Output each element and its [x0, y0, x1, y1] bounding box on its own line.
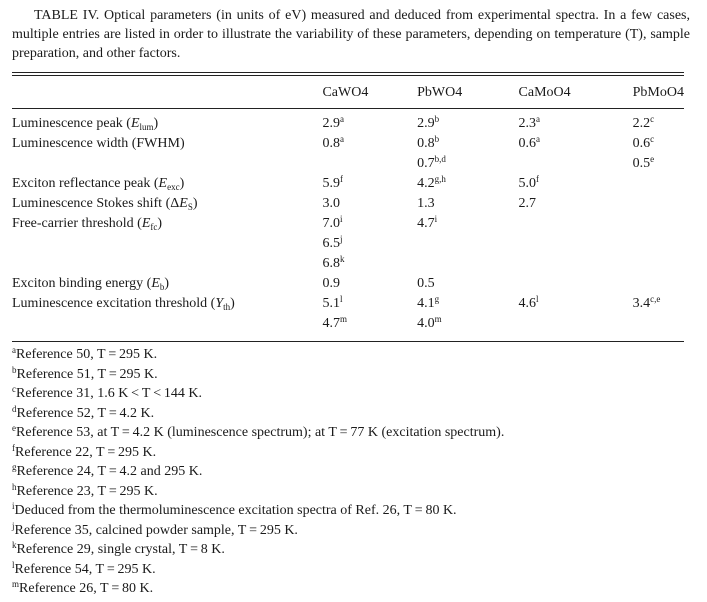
cell-value: 3.0 — [322, 196, 340, 211]
cell-value: 4.0$^m$ — [417, 314, 442, 331]
footnote: $^h$Reference 23, T = 295 K. — [12, 481, 158, 499]
footnote: $^m$Reference 26, T = 80 K. — [12, 579, 154, 596]
table-row — [12, 134, 684, 154]
cell-value: 0.9 — [322, 276, 340, 291]
top-rule-double — [12, 75, 684, 76]
footnote: $^j$Reference 35, calcined powder sample, T = 295 K. — [12, 520, 298, 538]
footnote: $^a$Reference 50, T = 295 K. — [12, 345, 158, 362]
cell-value: 2.7 — [518, 196, 537, 211]
row-label: Free-carrier threshold $(E_{fc})$ — [12, 216, 163, 232]
header-pbmoo4: PbMoO4 — [632, 85, 684, 100]
cell-value: 5.0$^f$ — [518, 174, 540, 191]
header-empty — [12, 78, 304, 108]
footnote: $^e$Reference 53, at T = 4.2 K (luminescence spectrum); at T = 77 K (excitation spectrum). — [12, 423, 505, 440]
footnotes — [12, 345, 504, 599]
row-label: Exciton binding energy $(E_b)$ — [12, 276, 170, 292]
cell-value: 6.8$^k$ — [322, 254, 345, 271]
cell-value: 5.1$^l$ — [322, 294, 343, 311]
table-row — [12, 194, 684, 214]
row-label: Luminescence width (FWHM) — [12, 136, 185, 151]
cell-value: 0.5 — [417, 276, 435, 291]
footnote: $^g$Reference 24, T = 4.2 and 295 K. — [12, 462, 203, 479]
table-row — [12, 214, 684, 234]
table-row — [12, 274, 684, 294]
cell-value: 2.2$^c$ — [632, 114, 655, 131]
row-label: Exciton reflectance peak $(E_{exc})$ — [12, 176, 185, 192]
cell-value: 2.9$^a$ — [322, 114, 344, 131]
bottom-rule — [12, 341, 684, 342]
cell-value: 4.6$^l$ — [518, 294, 539, 311]
table-row — [12, 294, 684, 314]
cell-value: 2.9$^b$ — [417, 114, 440, 131]
cell-value: 1.3 — [417, 196, 435, 211]
cell-value: 0.6$^c$ — [632, 134, 655, 151]
cell-value: 5.9$^f$ — [322, 174, 343, 191]
row-label: Luminescence peak $(E_{lum})$ — [12, 116, 159, 132]
optical-parameters-table — [12, 78, 684, 334]
cell-value: 4.1$^g$ — [417, 294, 440, 311]
footnote: $^d$Reference 52, T = 4.2 K. — [12, 403, 155, 421]
cell-value: 0.8$^a$ — [322, 134, 344, 151]
cell-value: 4.2$^{g,h}$ — [417, 174, 446, 191]
row-label: Luminescence excitation threshold $(Y_{th})$ — [12, 296, 235, 312]
cell-value: 3.4$^{c,e}$ — [632, 294, 661, 311]
header-row — [12, 78, 684, 108]
table-row — [12, 314, 684, 334]
footnote: $^f$Reference 22, T = 295 K. — [12, 442, 157, 460]
table-row — [12, 234, 684, 254]
footnote: $^c$Reference 31, 1.6 K < T < 144 K. — [12, 384, 203, 401]
cell-value: 7.0$^i$ — [322, 214, 343, 231]
header-pbwo4: PbWO4 — [417, 85, 463, 100]
footnote: $^k$Reference 29, single crystal, T = 8 K. — [12, 540, 225, 557]
row-label: Luminescence Stokes shift $(\Delta E_S)$ — [12, 196, 198, 212]
table-row — [12, 174, 684, 194]
header-camoo4: CaMoO4 — [518, 85, 571, 100]
table-row — [12, 114, 684, 134]
footnote: $^b$Reference 51, T = 295 K. — [12, 364, 158, 382]
header-cawo4: CaWO4 — [322, 85, 369, 100]
cell-value: 0.6$^a$ — [518, 134, 541, 151]
cell-value: 0.8$^b$ — [417, 134, 440, 151]
cell-value: 2.3$^a$ — [518, 114, 541, 131]
cell-value: 0.7$^{b,d}$ — [417, 154, 446, 171]
table-row — [12, 254, 684, 274]
cell-value: 6.5$^j$ — [322, 234, 343, 251]
cell-value: 4.7$^i$ — [417, 214, 438, 231]
footnote: $^l$Reference 54, T = 295 K. — [12, 559, 156, 577]
top-rule — [12, 72, 684, 73]
cell-value: 0.5e — [632, 154, 655, 171]
table-caption: TABLE IV. Optical parameters (in units of eV) measured and deduced from experimental spectra. In a few cases, multiple entries are listed in order to illustrate the variability of these parameters, depending on temperature (T), sample preparation, and other factors. — [12, 8, 690, 61]
cell-value: 4.7$^m$ — [322, 314, 347, 331]
table-row — [12, 154, 684, 174]
footnote: $^i$Deduced from the thermoluminescence excitation spectra of Ref. 26, T = 80 K. — [12, 501, 457, 518]
